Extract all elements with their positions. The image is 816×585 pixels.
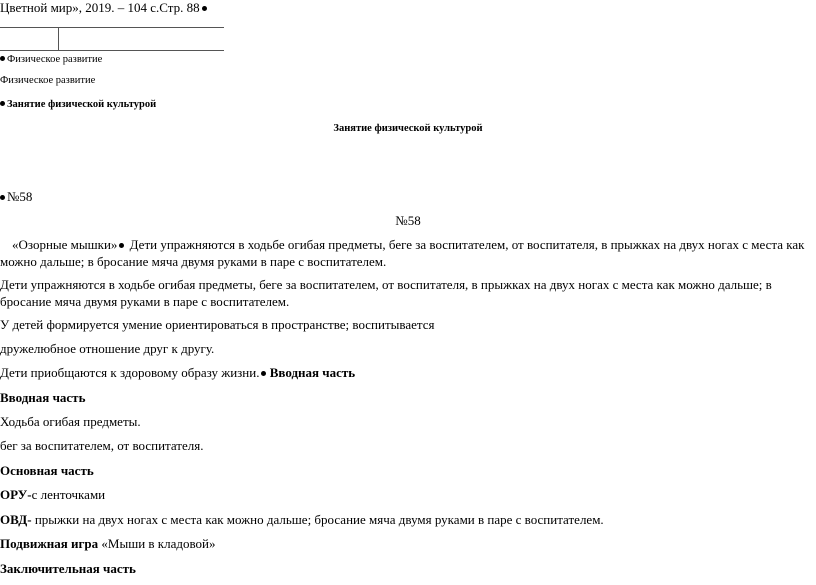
intro-part-item-2: бег за воспитателем, от воспитателя. bbox=[0, 438, 204, 453]
lesson-title-centered: Занятие физической культурой bbox=[333, 123, 483, 134]
section-label: Физическое развитие bbox=[0, 75, 96, 86]
lesson-number-centered: №58 bbox=[395, 213, 421, 228]
intro-part-item-1: Ходьба огибая предметы. bbox=[0, 414, 141, 429]
goal-paragraph-1: Дети упражняются в ходьбе огибая предметы, беге за воспитателем, от воспитателя, в прыжках на двух ногах с места как можно дальше; в бросание мяча двумя руками в паре с воспитателем. bbox=[0, 277, 772, 309]
intro-text: Дети упражняются в ходьбе огибая предметы, беге за воспитателем, от воспитателя, в прыжках на двух ногах с места как можно дальше; в бросание мяча двумя руками в паре с воспитателем. bbox=[0, 237, 805, 269]
table-top-rule bbox=[0, 27, 224, 28]
goal-paragraph-2b: дружелюбное отношение друг к другу. bbox=[0, 341, 215, 356]
lesson-bullet-title-text: Занятие физической культурой bbox=[7, 99, 157, 110]
bullet-icon bbox=[202, 6, 207, 11]
bullet-icon bbox=[119, 243, 124, 248]
goal-3-text: Дети приобщаются к здоровому образу жизни. bbox=[0, 365, 260, 380]
final-part-heading: Заключительная часть bbox=[0, 561, 136, 576]
bullet-icon bbox=[0, 195, 5, 200]
intro-name: «Озорные мышки» bbox=[12, 237, 118, 252]
ovd-line bbox=[0, 512, 604, 528]
goal-3-heading: Вводная часть bbox=[266, 365, 356, 380]
intro-paragraph bbox=[0, 236, 812, 270]
ovd-label: ОВД- bbox=[0, 512, 32, 527]
oru-text: с ленточками bbox=[31, 487, 106, 502]
oru-label: ОРУ- bbox=[0, 487, 32, 502]
intro-part-heading: Вводная часть bbox=[0, 390, 86, 405]
table-bottom-rule bbox=[0, 50, 224, 51]
section-bullet-label: Физическое развитие bbox=[7, 54, 103, 65]
citation-line bbox=[0, 0, 209, 16]
main-part-heading: Основная часть bbox=[0, 463, 94, 478]
game-line bbox=[0, 536, 216, 552]
citation-text: Цветной мир», 2019. – 104 с.Стр. 88 bbox=[0, 0, 200, 15]
lesson-number-bullet bbox=[0, 189, 32, 205]
bullet-icon bbox=[0, 101, 5, 106]
ovd-text: прыжки на двух ногах с места как можно дальше; бросание мяча двумя руками в паре с воспитателем. bbox=[31, 512, 604, 527]
game-label: Подвижная игра bbox=[0, 536, 99, 551]
goal-paragraph-2a: У детей формируется умение ориентироваться в пространстве; воспитывается bbox=[0, 317, 435, 332]
goal-paragraph-3 bbox=[0, 365, 355, 381]
oru-line bbox=[0, 487, 105, 503]
lesson-bullet-title bbox=[0, 98, 156, 111]
lesson-number-bullet-text: №58 bbox=[7, 189, 33, 204]
section-bullet-item bbox=[0, 53, 102, 66]
game-text: «Мыши в кладовой» bbox=[98, 536, 216, 551]
bullet-icon bbox=[0, 56, 5, 61]
table-column-divider bbox=[58, 27, 59, 50]
